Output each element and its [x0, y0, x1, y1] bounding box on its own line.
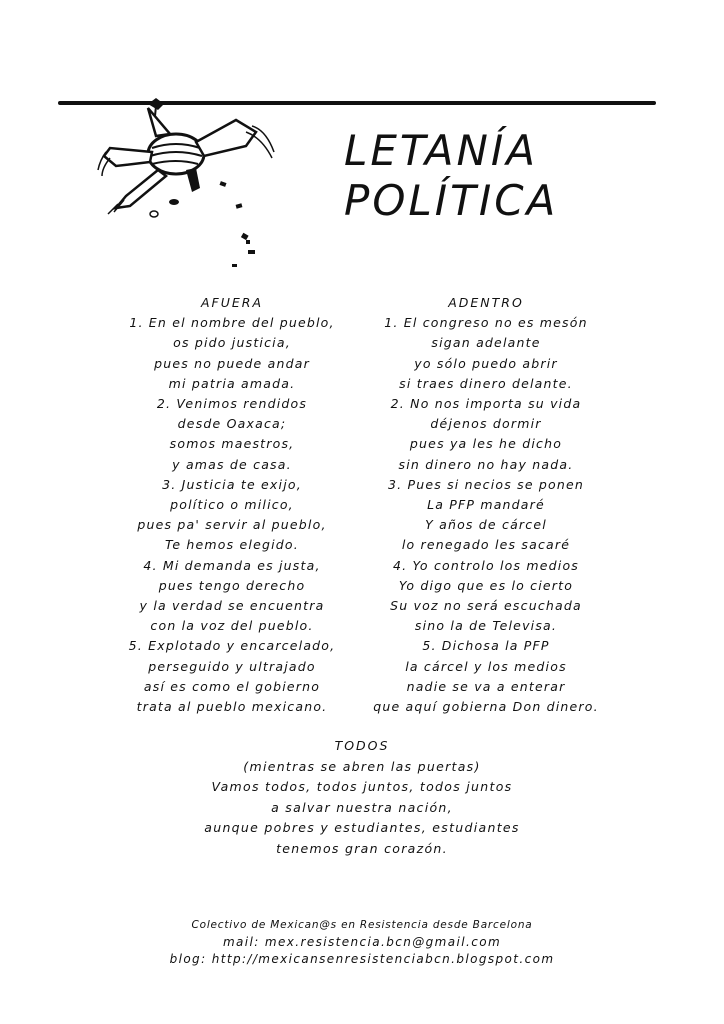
- verse-line: 3. Pues si necios se ponen: [387, 476, 585, 492]
- verse-line: sin dinero no hay nada.: [398, 456, 574, 472]
- title-line-1: LETANÍA: [344, 126, 539, 175]
- verse-line: La PFP mandaré: [427, 497, 545, 513]
- verse-line: trata al pueblo mexicano.: [136, 699, 328, 715]
- footer-blog: blog: http://mexicansenresistenciabcn.blogspot.com: [169, 952, 555, 966]
- verse-line: y amas de casa.: [172, 456, 292, 472]
- verse-line: yo sólo puedo abrir: [414, 355, 558, 371]
- verse-line: Te hemos elegido.: [165, 537, 299, 553]
- footer-mail: mail: mex.resistencia.bcn@gmail.com: [222, 935, 502, 949]
- todos-line: aunque pobres y estudiantes, estudiantes: [204, 820, 520, 835]
- verse-line: Su voz no será escuchada: [390, 598, 582, 614]
- verse-line: y la verdad se encuentra: [139, 598, 325, 614]
- verse-line: Yo digo que es lo cierto: [398, 577, 574, 593]
- todos-line: Vamos todos, todos juntos, todos juntos: [211, 779, 513, 794]
- verse-line: mi patria amada.: [168, 375, 296, 391]
- verse-line: somos maestros,: [169, 436, 295, 452]
- todos-line: (mientras se abren las puertas): [243, 758, 481, 774]
- verse-line: déjenos dormir: [430, 416, 542, 432]
- verse-line: 4. Mi demanda es justa,: [143, 557, 321, 573]
- verse-line: 2. Venimos rendidos: [156, 396, 308, 412]
- verse-line: 2. No nos importa su vida: [390, 396, 582, 412]
- verse-line: la cárcel y los medios: [405, 658, 567, 674]
- verse-line: 4. Yo controlo los medios: [392, 557, 580, 573]
- verse-line: lo renegado les sacaré: [401, 537, 571, 553]
- verse-line: político o milico,: [170, 497, 294, 513]
- verse-line: 3. Justicia te exijo,: [162, 476, 302, 492]
- verse-line: desde Oaxaca;: [177, 416, 287, 432]
- adentro-column: [336, 293, 636, 717]
- footer-collective: Colectivo de Mexican@s en Resistencia desde Barcelona: [191, 919, 533, 931]
- verse-line: así es como el gobierno: [143, 678, 321, 694]
- verse-line: 5. Explotado y encarcelado,: [128, 638, 336, 654]
- verse-line: si traes dinero delante.: [399, 375, 573, 391]
- adentro-heading: ADENTRO: [448, 295, 524, 310]
- todos-heading: TODOS: [334, 738, 390, 753]
- verse-line: perseguido y ultrajado: [148, 658, 316, 674]
- verse-line: que aquí gobierna Don dinero.: [373, 699, 599, 715]
- todos-line: a salvar nuestra nación,: [271, 799, 453, 815]
- verse-line: 1. En el nombre del pueblo,: [129, 315, 335, 331]
- title-line-2: POLÍTICA: [344, 176, 559, 225]
- verse-line: nadie se va a enterar: [406, 678, 566, 694]
- verse-line: 1. El congreso no es mesón: [384, 315, 588, 331]
- footer: [112, 916, 612, 968]
- verse-line: sino la de Televisa.: [414, 618, 558, 634]
- verse-line: pues no puede andar: [154, 355, 310, 371]
- afuera-heading: AFUERA: [200, 295, 264, 310]
- verse-line: 5. Dichosa la PFP: [422, 638, 550, 654]
- todos-line: tenemos gran corazón.: [276, 840, 448, 856]
- verse-line: os pido justicia,: [173, 335, 291, 351]
- verse-line: sigan adelante: [431, 335, 541, 351]
- todos-section: [162, 736, 562, 859]
- verse-line: pues ya les he dicho: [409, 436, 563, 452]
- page-title: [344, 126, 704, 226]
- verse-line: con la voz del pueblo.: [150, 618, 314, 634]
- verse-line: pues pa' servir al pueblo,: [137, 517, 327, 533]
- pinata-illustration-icon: [96, 96, 286, 276]
- verse-line: pues tengo derecho: [158, 577, 306, 593]
- verse-line: Y años de cárcel: [425, 517, 547, 533]
